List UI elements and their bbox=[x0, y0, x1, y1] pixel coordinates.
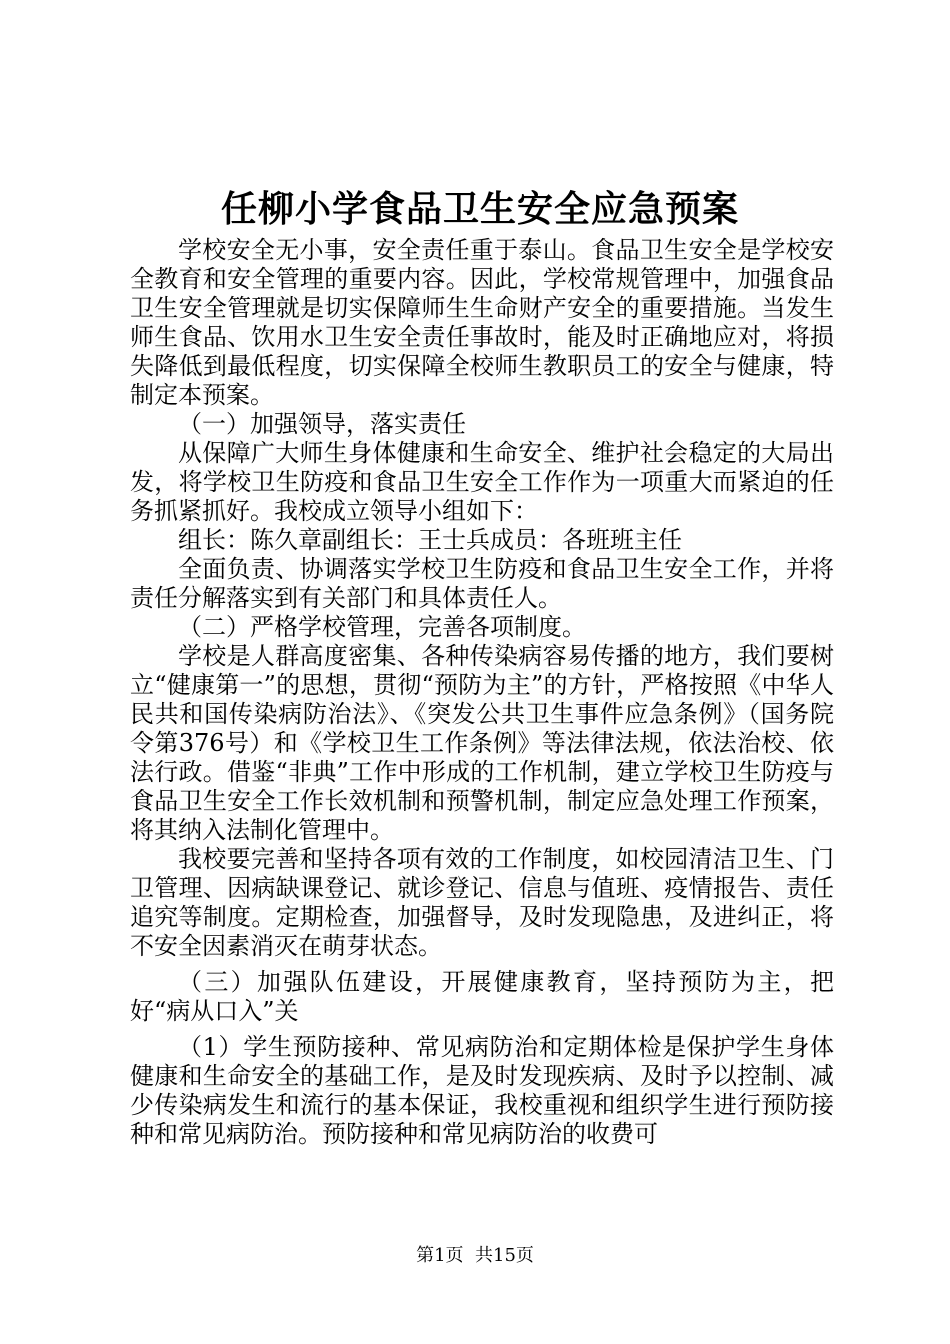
paragraph-management: 学校是人群高度密集、各种传染病容易传播的地方，我们要树立“健康第一”的思想，贯彻“预防为主”的方针，严格按照《中华人民共和国传染病防治法》、《突发公共卫生事件应急条例》（国务院令第376号）和《学校卫生工作条例》等法律法规，依法治校、依法行政。借鉴“非典”工作中形成的工作机制，建立学校卫生防疫与食品卫生安全工作长效机制和预警机制，制定应急处理工作预案，将其纳入法制化管理中。 bbox=[130, 642, 834, 844]
page-footer bbox=[0, 1244, 950, 1268]
section-heading-3: （三）加强队伍建设，开展健康教育，坚持预防为主，把好“病从口入”关 bbox=[130, 968, 834, 1025]
section-heading-1: （一）加强领导，落实责任 bbox=[178, 410, 466, 438]
paragraph-intro: 学校安全无小事，安全责任重于泰山。食品卫生安全是学校安全教育和安全管理的重要内容。因此，学校常规管理中，加强食品卫生安全管理就是切实保障师生生命财产安全的重要措施。当发生师生食品、饮用水卫生安全责任事故时，能及时正确地应对，将损失降低到最低程度，切实保障全校师生教职员工的安全与健康，特制定本预案。 bbox=[130, 236, 834, 409]
document-body bbox=[130, 236, 834, 1149]
document-title: 任柳小学食品卫生安全应急预案 bbox=[220, 188, 739, 230]
paragraph-systems: 我校要完善和坚持各项有效的工作制度，如校园清洁卫生、门卫管理、因病缺课登记、就诊登记、信息与值班、疫情报告、责任追究等制度。定期检查，加强督导，及时发现隐患，及进纠正，将不安全因素消灭在萌芽状态。 bbox=[130, 845, 834, 960]
page-number: 第1页 bbox=[416, 1245, 464, 1266]
paragraph-leadership: 从保障广大师生身体健康和生命安全、维护社会稳定的大局出发，将学校卫生防疫和食品卫生安全工作作为一项重大而紧迫的任务抓紧抓好。我校成立领导小组如下： bbox=[130, 439, 834, 525]
paragraph-responsibility: 全面负责、协调落实学校卫生防疫和食品卫生安全工作，并将责任分解落实到有关部门和具体责任人。 bbox=[130, 555, 834, 612]
page-total: 共15页 bbox=[475, 1245, 534, 1266]
paragraph-group-members: 组长：陈久章副组长：王士兵成员：各班班主任 bbox=[178, 526, 682, 554]
footer-separator bbox=[464, 1245, 475, 1266]
section-heading-2: （二）严格学校管理，完善各项制度。 bbox=[178, 613, 586, 641]
paragraph-vaccination: （1）学生预防接种、常见病防治和定期体检是保护学生身体健康和生命安全的基础工作，是及时发现疾病、及时予以控制、减少传染病发生和流行的基本保证，我校重视和组织学生进行预防接种和常见病防治。预防接种和常见病防治的收费可 bbox=[130, 1033, 834, 1148]
